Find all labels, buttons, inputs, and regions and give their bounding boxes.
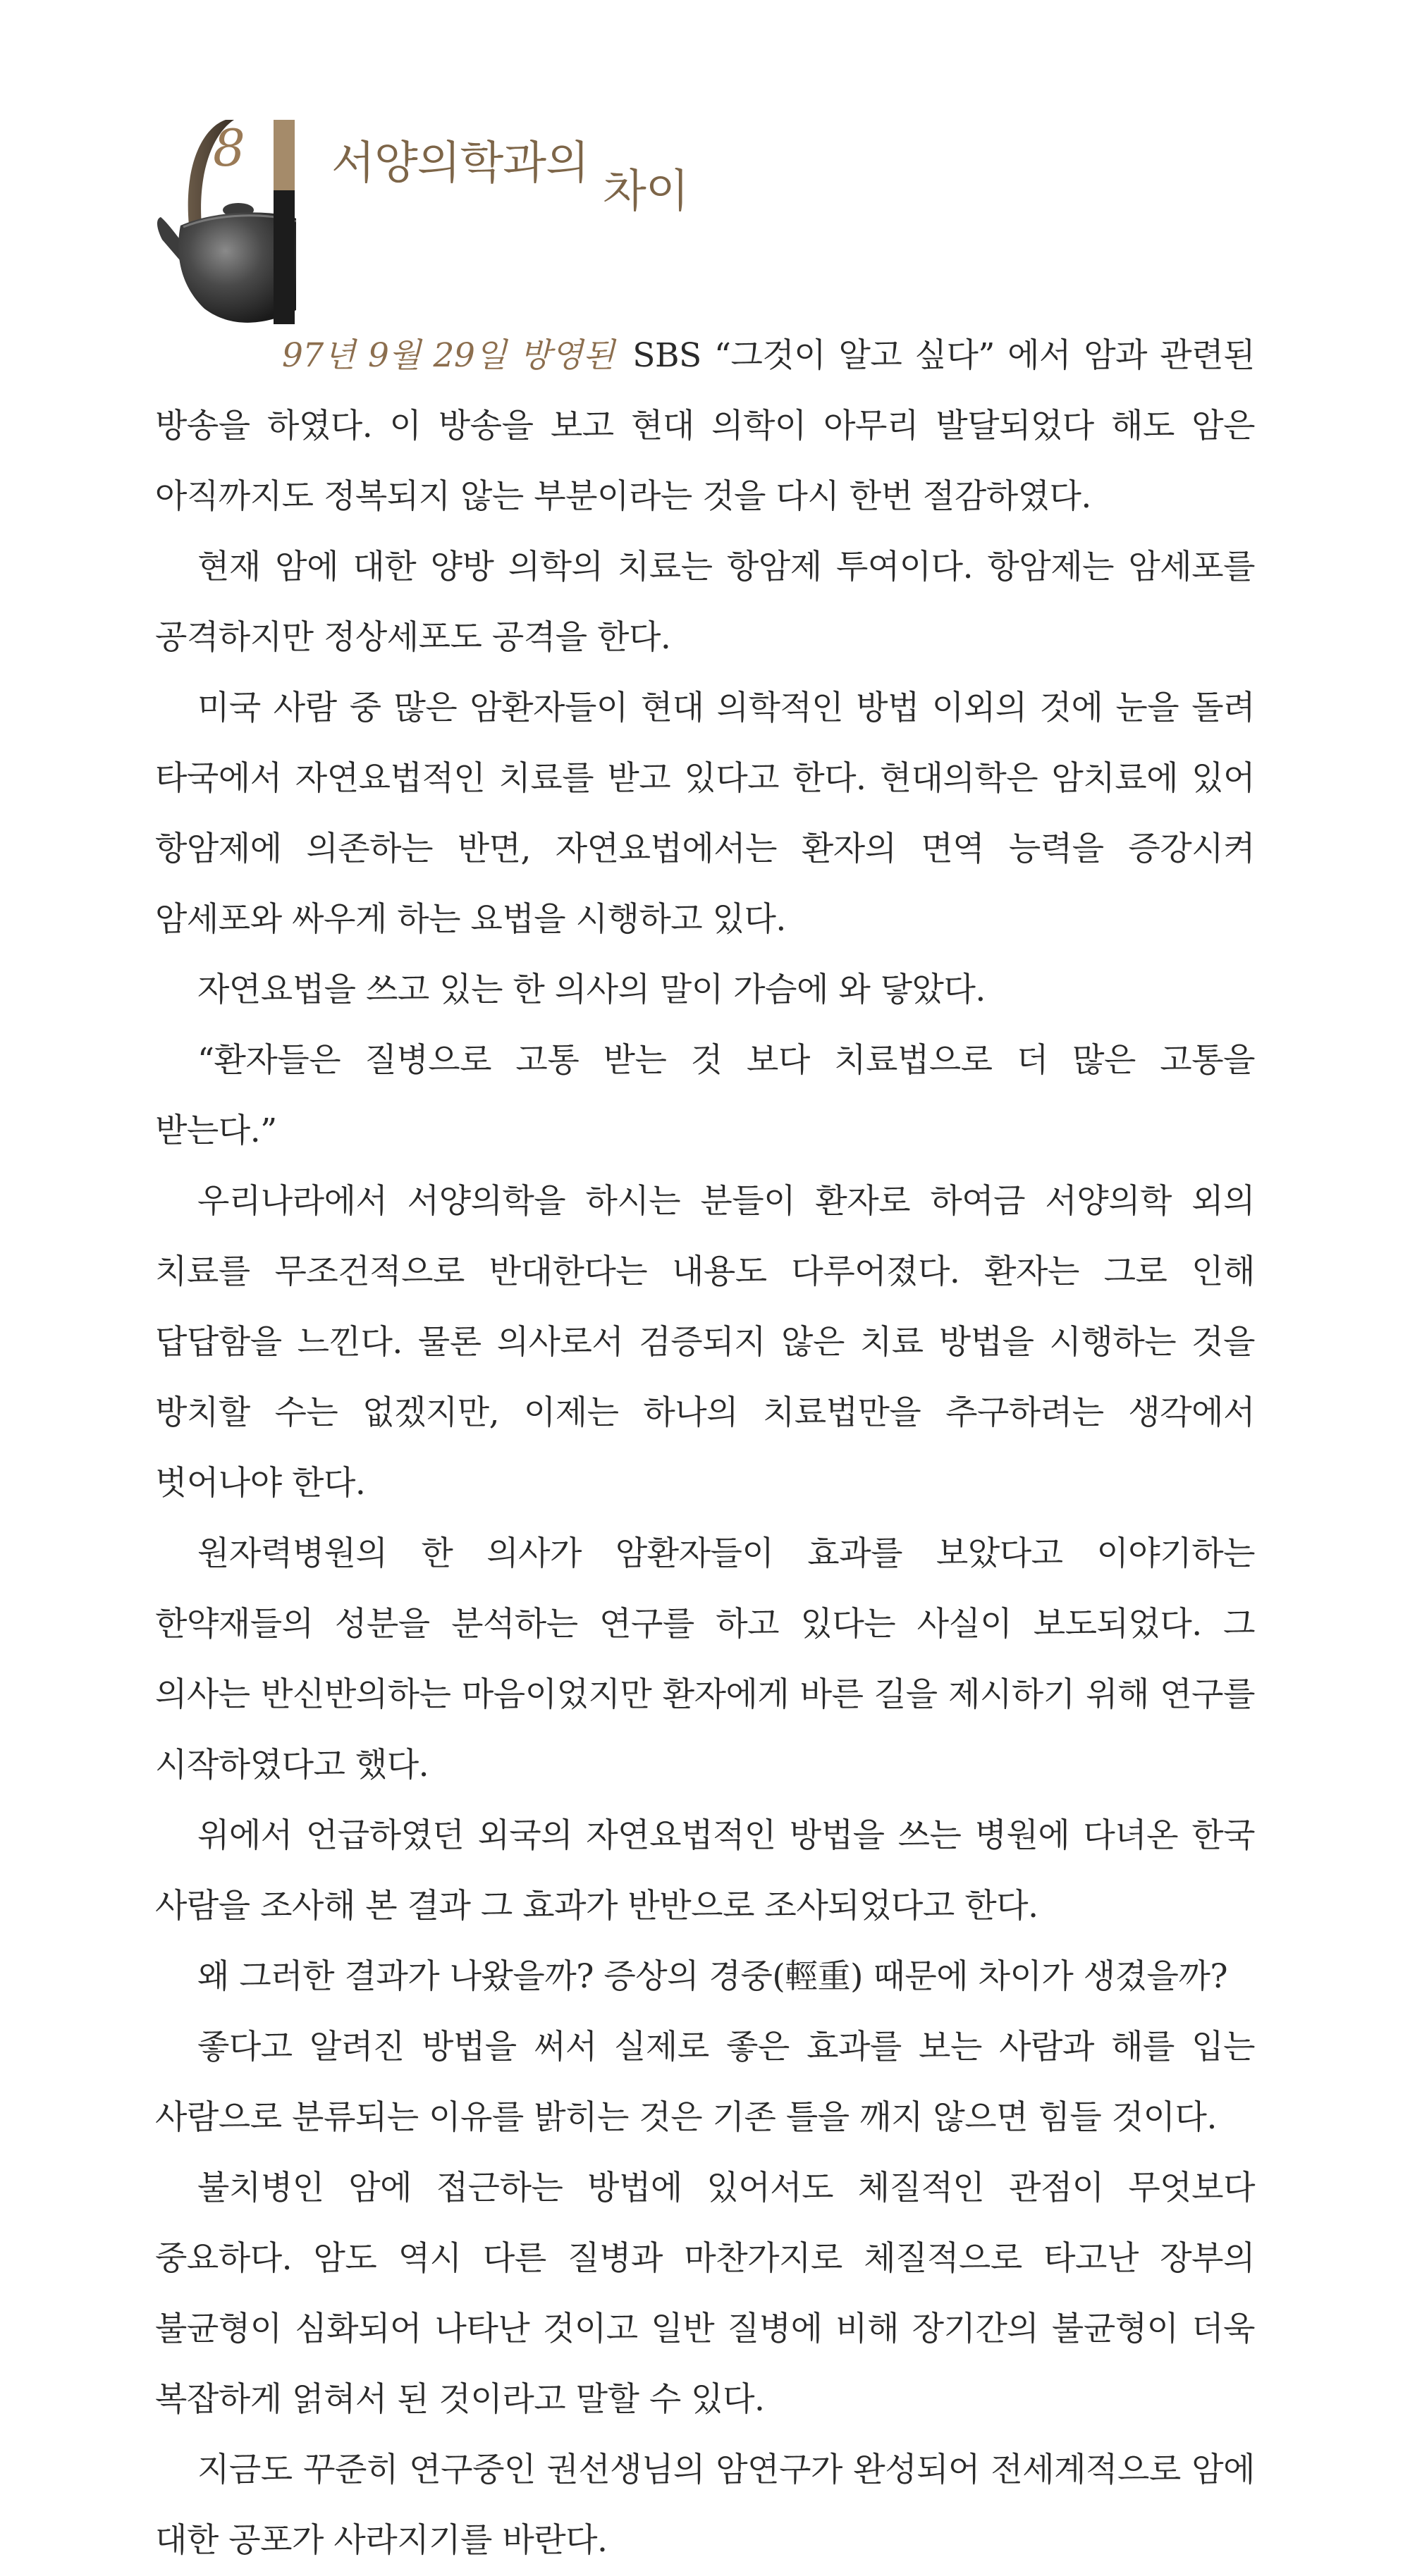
paragraph-1	[155, 321, 1255, 532]
paragraph: 원자력병원의 한 의사가 암환자들이 효과를 보았다고 이야기하는 한약재들의 성분을 분석하는 연구를 하고 있다는 사실이 보도되었다. 그 의사는 반신반의하는 마음이었지만 환자에게 바른 길을 제시하기 위해 연구를 시작하였다고 했다.	[155, 1534, 1255, 1785]
paragraph: 위에서 언급하였던 외국의 자연요법적인 방법을 쓰는 병원에 다녀온 한국 사람을 조사해 본 결과 그 효과가 반반으로 조사되었다고 한다.	[155, 1816, 1255, 1925]
chapter-title	[331, 127, 689, 218]
paragraph: 현재 암에 대한 양방 의학의 치료는 항암제 투여이다. 항암제는 암세포를 공격하지만 정상세포도 공격을 한다.	[155, 548, 1255, 657]
article-body	[155, 321, 1255, 2576]
paragraph: 자연요법을 쓰고 있는 한 의사의 말이 가슴에 와 닿았다.	[197, 970, 986, 1009]
chapter-title-main: 서양의학과의	[331, 137, 589, 190]
paragraph: 지금도 꾸준히 연구중인 권선생님의 암연구가 완성되어 전세계적으로 암에 대한 공포가 사라지기를 바란다.	[155, 2451, 1255, 2560]
chapter-accent-gold	[274, 120, 295, 190]
chapter-title-tail: 차이	[602, 166, 689, 218]
chapter-accent-bar	[274, 120, 295, 324]
quote-paragraph: “환자들은 질병으로 고통 받는 것 보다 치료법으로 더 많은 고통을 받는다.”	[155, 1041, 1256, 1150]
paragraph: 미국 사람 중 많은 암환자들이 현대 의학적인 방법 이외의 것에 눈을 돌려 타국에서 자연요법적인 치료를 받고 있다고 한다. 현대의학은 암치료에 있어 항암제에 의존하는 반면, 자연요법에서는 환자의 면역 능력을 증강시켜 암세포와 싸우게 하는 요법을 시행하고 있다.	[155, 689, 1255, 939]
chapter-header	[155, 120, 1283, 331]
lead-text: 97년 9월 29일 방영된	[282, 336, 615, 375]
paragraph: 우리나라에서 서양의학을 하시는 분들이 환자로 하여금 서양의학 외의 치료를 무조건적으로 반대한다는 내용도 다루어졌다. 환자는 그로 인해 답답함을 느낀다. 물론 의사로서 검증되지 않은 치료 방법을 시행하는 것을 방치할 수는 없겠지만, 이제는 하나의 치료법만을 추구하려는 생각에서 벗어나야 한다.	[155, 1182, 1255, 1503]
paragraph: 왜 그러한 결과가 나왔을까? 증상의 경중(輕重) 때문에 차이가 생겼을까?	[197, 1957, 1228, 1996]
paragraph: 불치병인 암에 접근하는 방법에 있어서도 체질적인 관점이 무엇보다 중요하다. 암도 역시 다른 질병과 마찬가지로 체질적으로 타고난 장부의 불균형이 심화되어 나타난 것이고 일반 질병에 비해 장기간의 불균형이 더욱 복잡하게 얽혀서 된 것이라고 말할 수 있다.	[155, 2169, 1255, 2419]
chapter-number: 8	[213, 118, 245, 178]
paragraph: 좋다고 알려진 방법을 써서 실제로 좋은 효과를 보는 사람과 해를 입는 사람으로 분류되는 이유를 밝히는 것은 기존 틀을 깨지 않으면 힘들 것이다.	[155, 2028, 1255, 2137]
paragraph-1-rest: SBS “그것이 알고 싶다” 에서 암과 관련된 방송을 하였다. 이 방송을 보고 현대 의학이 아무리 발달되었다 해도 암은 아직까지도 정복되지 않는 부분이라는 것을 다시 한번 절감하였다.	[155, 336, 1255, 516]
